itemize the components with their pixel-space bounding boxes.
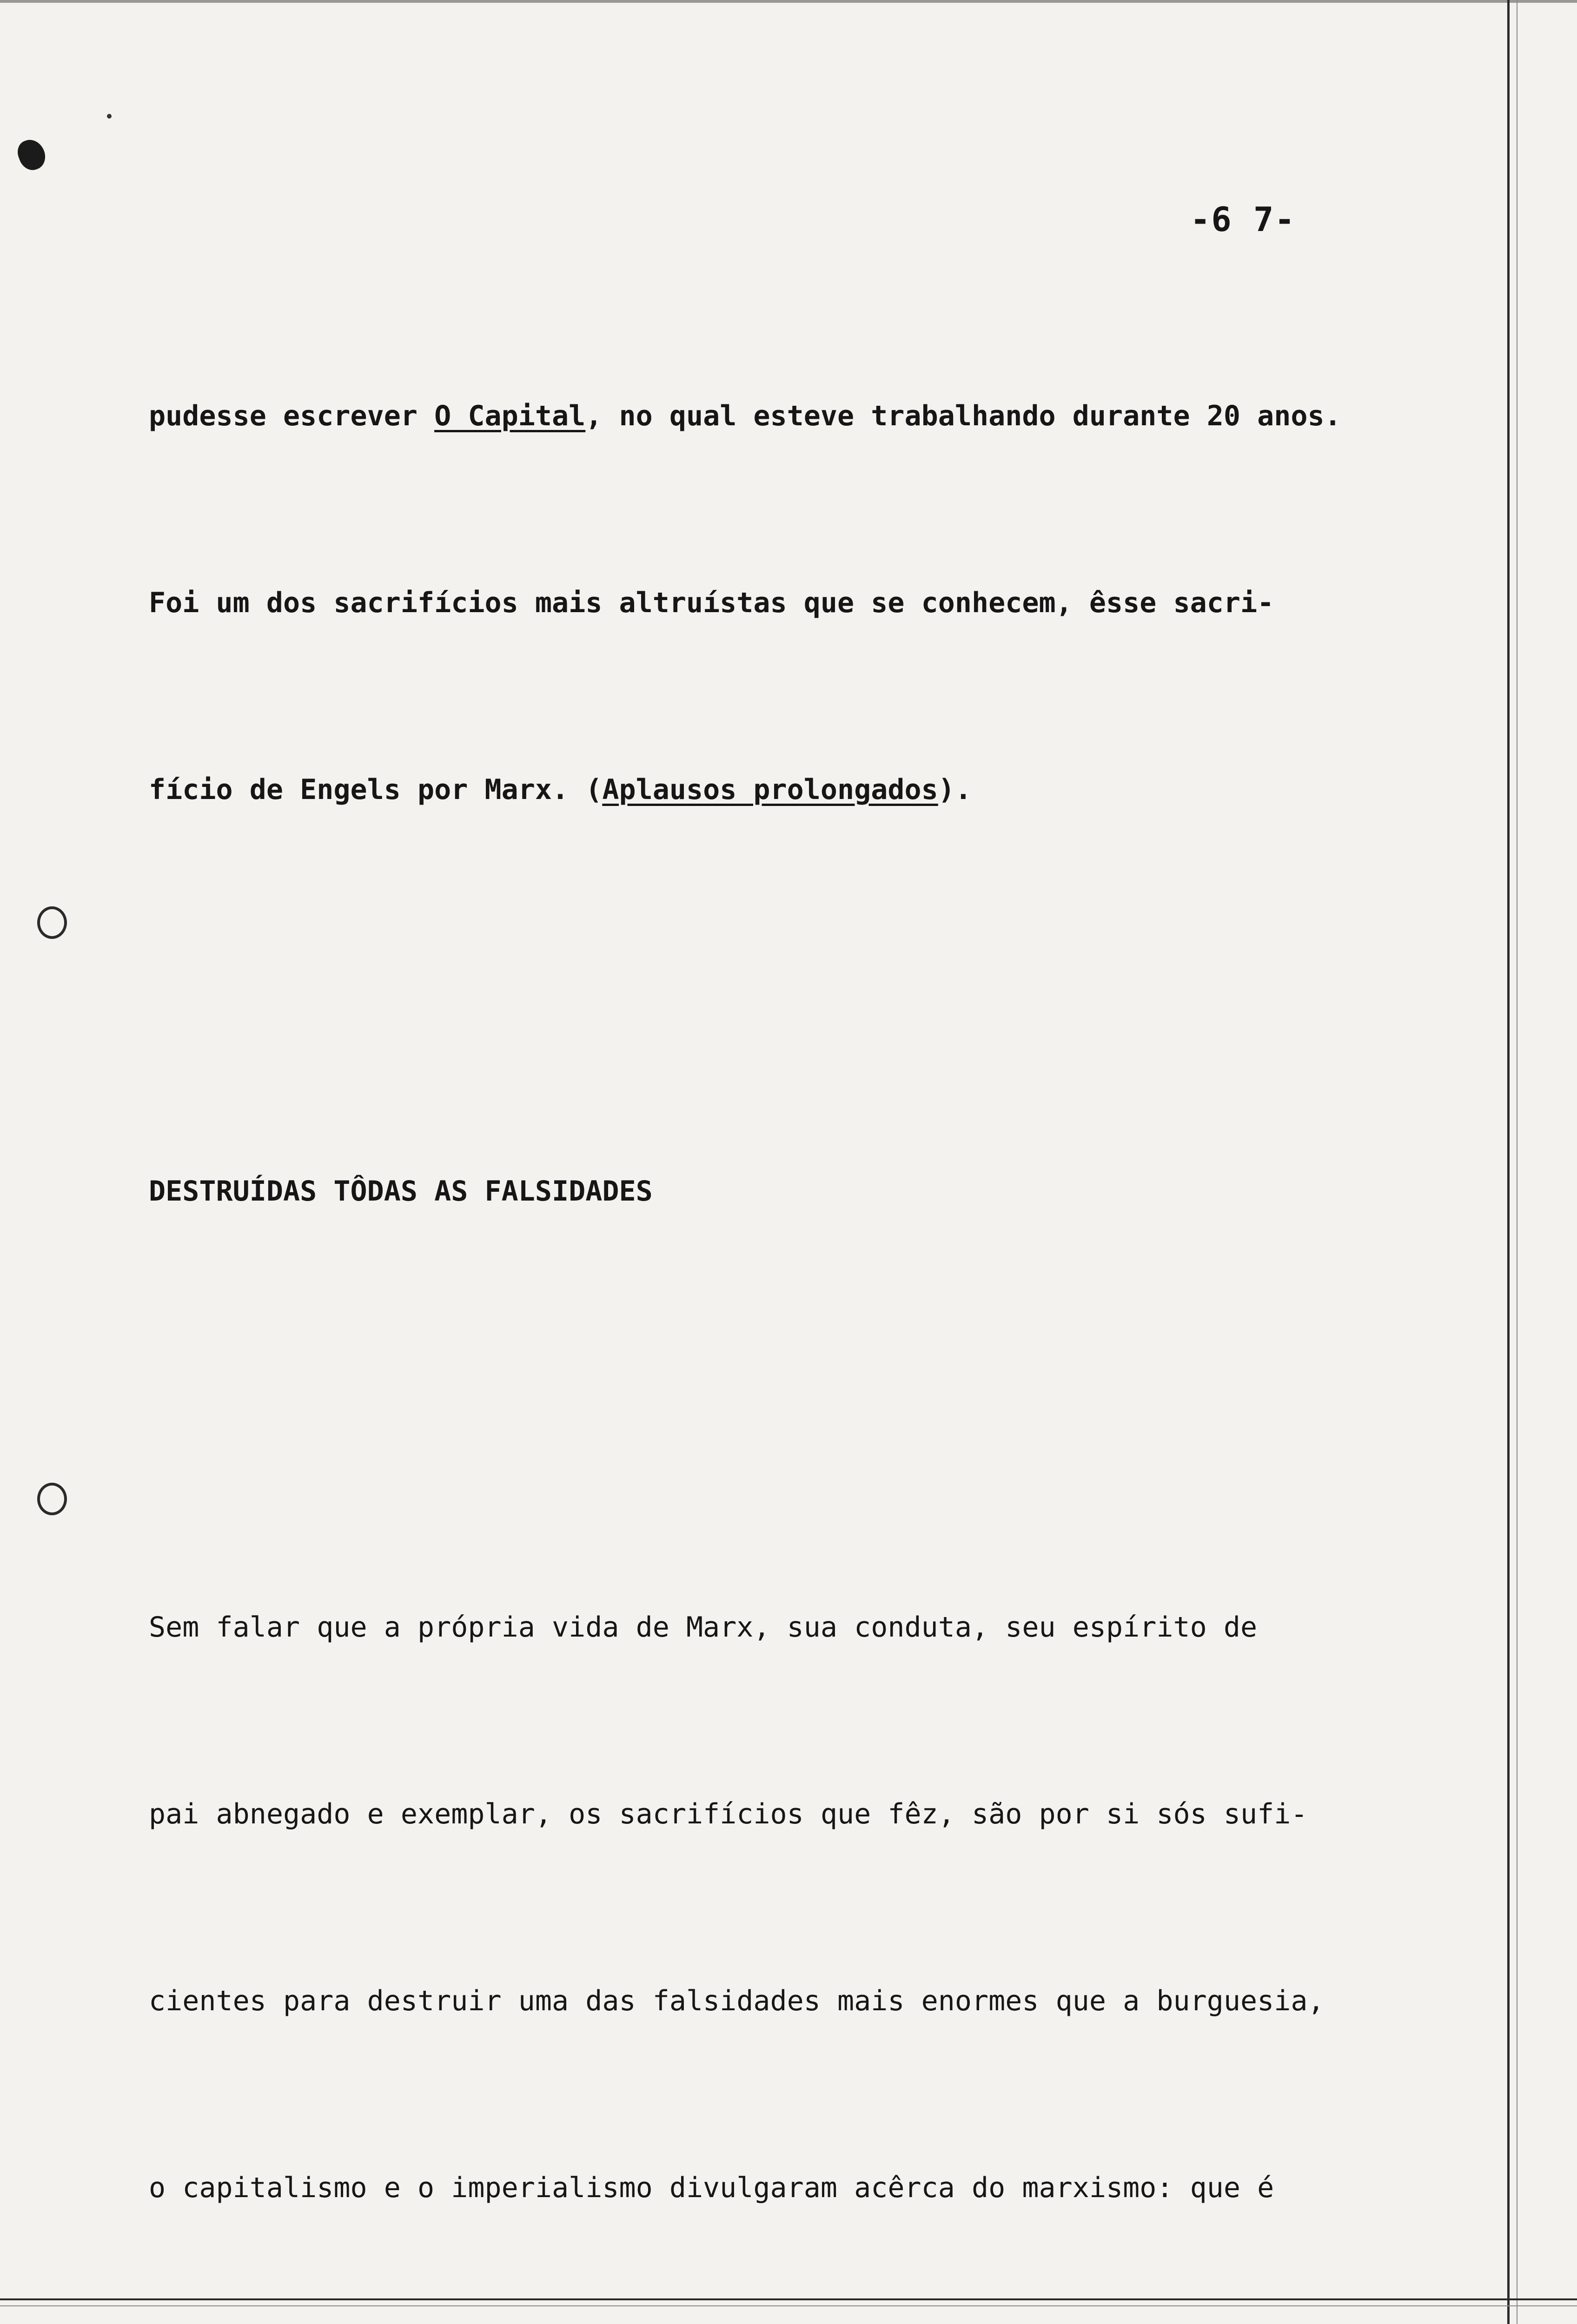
book-title-capital: O Capital [434,400,586,432]
text-line: pai abnegado e exemplar, os sacrifícios que fêz, são por si sós sufi- [149,1798,1308,1830]
text-line: Foi um dos sacrifícios mais altruístas que se conhecem, êsse sacri- [149,587,1274,619]
ink-blot-mark [14,136,49,173]
page-top-edge [0,0,1577,3]
text-line: cientes para destruir uma das falsidades mais enormes que a burguesia, [149,1985,1325,2017]
applause-note: Aplausos prolongados [602,773,938,806]
text-line: fício de Engels por Marx. (Aplausos prolongados). [149,773,972,806]
page-number: -6 7- [1190,200,1296,239]
punch-hole-lower [37,1483,67,1515]
section-heading: DESTRUÍDAS TÔDAS AS FALSIDADES [149,1175,653,1208]
text-line: Sem falar que a própria vida de Marx, sua conduta, seu espírito de [149,1611,1258,1644]
typed-page-text [149,260,1488,2324]
ink-dot-mark [107,114,112,119]
text-line: pudesse escrever O Capital, no qual esteve trabalhando durante 20 anos. [149,400,1341,432]
punch-hole-upper [37,906,67,939]
page-right-edge [1507,0,1510,2324]
text-line: o capitalismo e o imperialismo divulgaram acêrca do marxismo: que é [149,2172,1274,2204]
